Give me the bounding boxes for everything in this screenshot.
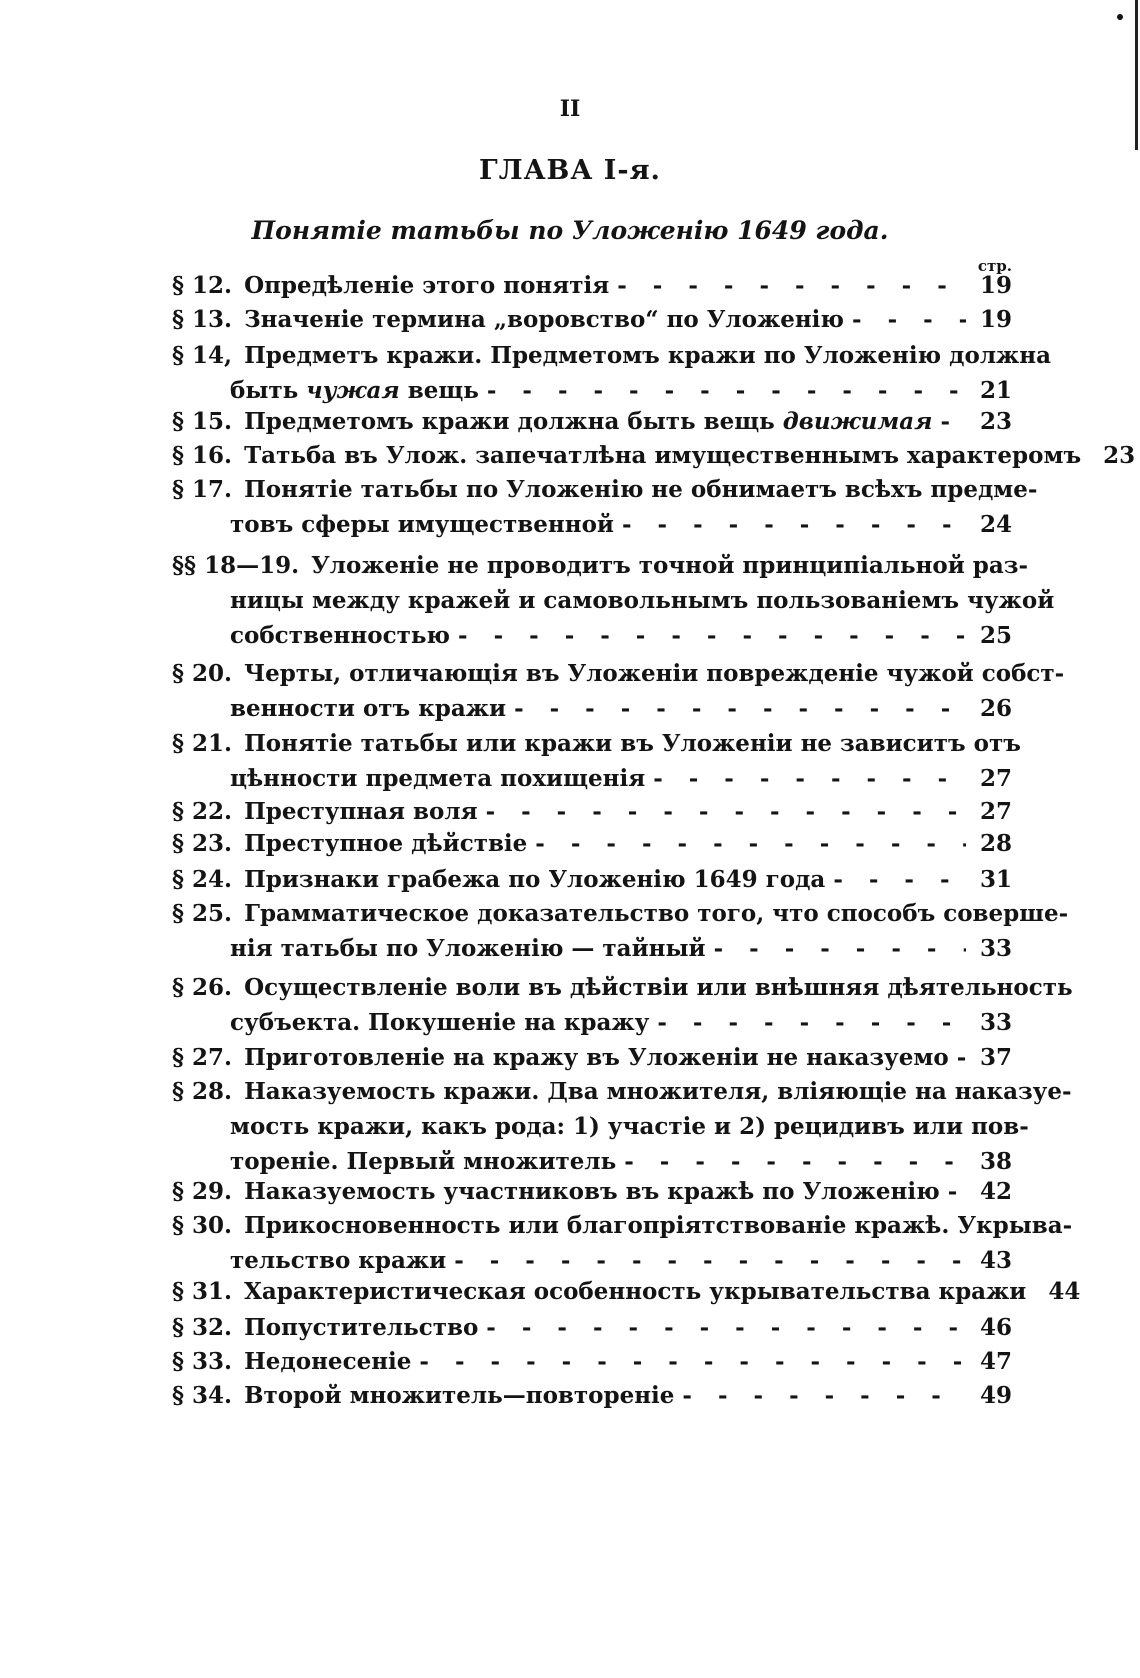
toc-line [172, 268, 1012, 303]
section-title-text: Уложеніе не проводитъ точной принципіальной раз- [311, 552, 1029, 579]
toc-entry [172, 268, 1012, 303]
section-title-text: Второй множитель—повтореніе [244, 1382, 675, 1409]
chapter-subtitle: Понятіе татьбы по Уложенію 1649 года. [251, 216, 889, 245]
leader-dots [487, 373, 966, 408]
toc-line [172, 1040, 1012, 1075]
section-title-text: нія татьбы по Уложенію — тайный [230, 935, 706, 962]
toc-line [172, 1310, 1012, 1345]
toc-entry [172, 1208, 1073, 1278]
toc-line [172, 302, 1012, 337]
section-title-text: Прикосновенность или благопріятствованіе кражѣ. Укрыва- [244, 1212, 1073, 1239]
leader-dots [657, 1005, 966, 1040]
section-title-text: Понятіе татьбы по Уложенію не обнимаетъ всѣхъ предме- [244, 476, 1038, 503]
section-title-text: Попустительство [244, 1314, 479, 1341]
section-title-text: Осуществленіе воли въ дѣйствіи или внѣшняя дѣятельность [244, 974, 1073, 1001]
leader-dots [486, 1310, 966, 1345]
page-reference: 26 [979, 695, 1012, 722]
section-number: § 28. [172, 1078, 233, 1105]
section-title-text: товъ сферы имущественной [230, 511, 614, 538]
section-number: § 33. [172, 1348, 233, 1375]
toc-entry [172, 1344, 1012, 1379]
section-number: § 16. [172, 442, 233, 469]
section-title-text: Значеніе термина „воровство“ по Уложенію [244, 306, 845, 333]
section-title-text: Преступная воля [244, 798, 478, 825]
toc-line [172, 1243, 1012, 1278]
section-number: § 24. [172, 866, 233, 893]
toc-line [172, 548, 1029, 583]
toc-line [172, 931, 1012, 966]
leader-dots [714, 931, 966, 966]
toc-entry [172, 1074, 1072, 1179]
toc-entry [172, 726, 1021, 796]
section-title-text: Характеристическая особенность укрывательства кражи [244, 1278, 1027, 1305]
section-title-text: Понятіе татьбы или кражи въ Уложеніи не зависитъ отъ [244, 730, 1021, 757]
toc-line [172, 970, 1073, 1005]
toc-entry [172, 1310, 1012, 1345]
toc-entry [172, 1040, 1012, 1075]
toc-entry [172, 438, 1136, 473]
leader-dots [957, 1040, 966, 1075]
section-title-text: Признаки грабежа по Уложенію 1649 года [244, 866, 826, 893]
toc-line [172, 1378, 1012, 1413]
leader-dots [617, 268, 966, 303]
page-number: II [559, 96, 581, 122]
section-title-text: Татьба въ Улож. запечатлѣна имущественнымъ характеромъ [244, 442, 1082, 469]
scan-dot-mark [1117, 14, 1123, 20]
section-title-text: цѣнности предмета похищенія [230, 765, 646, 792]
section-title-text: субъекта. Покушеніе на кражу [230, 1009, 650, 1036]
page-reference: 44 [1048, 1278, 1081, 1305]
toc-line [172, 726, 1021, 761]
toc-entry [172, 472, 1038, 542]
page-reference: 47 [979, 1348, 1012, 1375]
scan-edge-line [1135, 0, 1138, 150]
leader-dots [419, 1344, 966, 1379]
section-title-text: Предметъ кражи. Предметомъ кражи по Уложенію должна [244, 342, 1051, 369]
section-number: § 20. [172, 660, 233, 687]
toc-line [172, 896, 1069, 931]
toc-line [172, 472, 1038, 507]
leader-dots [653, 761, 966, 796]
toc-line [172, 404, 1012, 439]
section-number: § 22. [172, 798, 233, 825]
toc-line [172, 862, 1012, 897]
section-title-text: быть чужая вещь [230, 377, 479, 404]
page-reference: 24 [979, 511, 1012, 538]
section-number: § 23. [172, 830, 233, 857]
leader-dots [852, 302, 966, 337]
section-title-text: Недонесеніе [244, 1348, 412, 1375]
emphasis-text: чужая [306, 377, 400, 404]
section-number: § 32. [172, 1314, 233, 1341]
page-reference: 37 [979, 1044, 1012, 1071]
toc-entry [172, 338, 1051, 408]
toc-entry [172, 970, 1073, 1040]
toc-line [172, 691, 1012, 726]
toc-line [172, 1208, 1073, 1243]
toc-entry [172, 302, 1012, 337]
leader-dots [833, 862, 966, 897]
toc-line [172, 583, 1055, 618]
section-number: § 31. [172, 1278, 233, 1305]
toc-line [172, 1109, 1029, 1144]
page-reference: 31 [979, 866, 1012, 893]
page-reference: 28 [979, 830, 1012, 857]
toc-line [172, 826, 1012, 861]
section-title-text: мость кражи, какъ рода: 1) участіе и 2) рецидивъ или пов- [230, 1113, 1029, 1140]
section-title-text: тельство кражи [230, 1247, 447, 1274]
section-title-text: ницы между кражей и самовольнымъ пользованіемъ чужой [230, 587, 1055, 614]
toc-line [172, 373, 1012, 408]
toc-entry [172, 896, 1069, 966]
chapter-title: ГЛАВА I-я. [479, 155, 661, 186]
page-reference: 27 [979, 798, 1012, 825]
leader-dots [514, 691, 966, 726]
section-number: §§ 18—19. [172, 552, 300, 579]
page-reference: 19 [979, 306, 1012, 333]
leader-dots [682, 1378, 966, 1413]
section-number: § 14, [172, 342, 233, 369]
toc-line [172, 656, 1065, 691]
toc-entry [172, 794, 1012, 829]
toc-entry [172, 826, 1012, 861]
toc-entry [172, 862, 1012, 897]
toc-line [172, 618, 1012, 653]
section-number: § 29. [172, 1178, 233, 1205]
page-reference: 19 [979, 272, 1012, 299]
page-reference: 23 [1103, 442, 1136, 469]
leader-dots [458, 618, 966, 653]
section-number: § 34. [172, 1382, 233, 1409]
section-title-text: собственностью [230, 622, 451, 649]
toc-entry [172, 1378, 1012, 1413]
section-number: § 30. [172, 1212, 233, 1239]
emphasis-text: движимая [782, 408, 933, 435]
toc-entry [172, 1274, 1081, 1309]
leader-dots [940, 404, 966, 439]
section-number: § 15. [172, 408, 233, 435]
section-number: § 26. [172, 974, 233, 1001]
page-column-label: стр. [977, 257, 1012, 275]
leader-dots [454, 1243, 966, 1278]
leader-dots [486, 794, 966, 829]
section-number: § 12. [172, 272, 233, 299]
page-reference: 49 [979, 1382, 1012, 1409]
page-reference: 23 [979, 408, 1012, 435]
toc-line [172, 338, 1051, 373]
toc-line [172, 1274, 1081, 1309]
leader-dots [622, 507, 966, 542]
page-reference: 27 [979, 765, 1012, 792]
page-reference: 43 [979, 1247, 1012, 1274]
page-reference: 21 [979, 377, 1012, 404]
toc-line [172, 761, 1012, 796]
page-reference: 42 [979, 1178, 1012, 1205]
toc-line [172, 1174, 1012, 1209]
page-reference: 38 [979, 1148, 1012, 1175]
section-number: § 27. [172, 1044, 233, 1071]
section-number: § 17. [172, 476, 233, 503]
toc-entry [172, 1174, 1012, 1209]
toc-line [172, 438, 1136, 473]
section-number: § 25. [172, 900, 233, 927]
leader-dots [948, 1174, 966, 1209]
section-title-text: Предметомъ кражи должна быть вещь движимая [244, 408, 933, 435]
toc-line [172, 1074, 1072, 1109]
section-title-text: венности отъ кражи [230, 695, 507, 722]
section-number: § 21. [172, 730, 233, 757]
section-title-text: тореніе. Первый множитель [230, 1148, 617, 1175]
section-title-text: Приготовленіе на кражу въ Уложеніи не наказуемо [244, 1044, 949, 1071]
page-reference: 33 [979, 1009, 1012, 1036]
toc-line [172, 507, 1012, 542]
section-title-text: Опредѣленіе этого понятія [244, 272, 610, 299]
page-reference: 25 [979, 622, 1012, 649]
page-reference: 46 [979, 1314, 1012, 1341]
toc-entry [172, 548, 1055, 653]
toc-entry [172, 656, 1065, 726]
section-title-text: Наказуемость участниковъ въ кражѣ по Уложенію [244, 1178, 940, 1205]
toc-line [172, 794, 1012, 829]
section-title-text: Наказуемость кражи. Два множителя, вліяющіе на наказуе- [244, 1078, 1072, 1105]
toc-line [172, 1005, 1012, 1040]
section-title-text: Черты, отличающія въ Уложеніи поврежденіе чужой собст- [244, 660, 1065, 687]
toc-line [172, 1344, 1012, 1379]
leader-dots [535, 826, 966, 861]
toc-entry [172, 404, 1012, 439]
section-number: § 13. [172, 306, 233, 333]
section-title-text: Преступное дѣйствіе [244, 830, 528, 857]
section-title-text: Грамматическое доказательство того, что способъ соверше- [244, 900, 1069, 927]
page-reference: 33 [979, 935, 1012, 962]
